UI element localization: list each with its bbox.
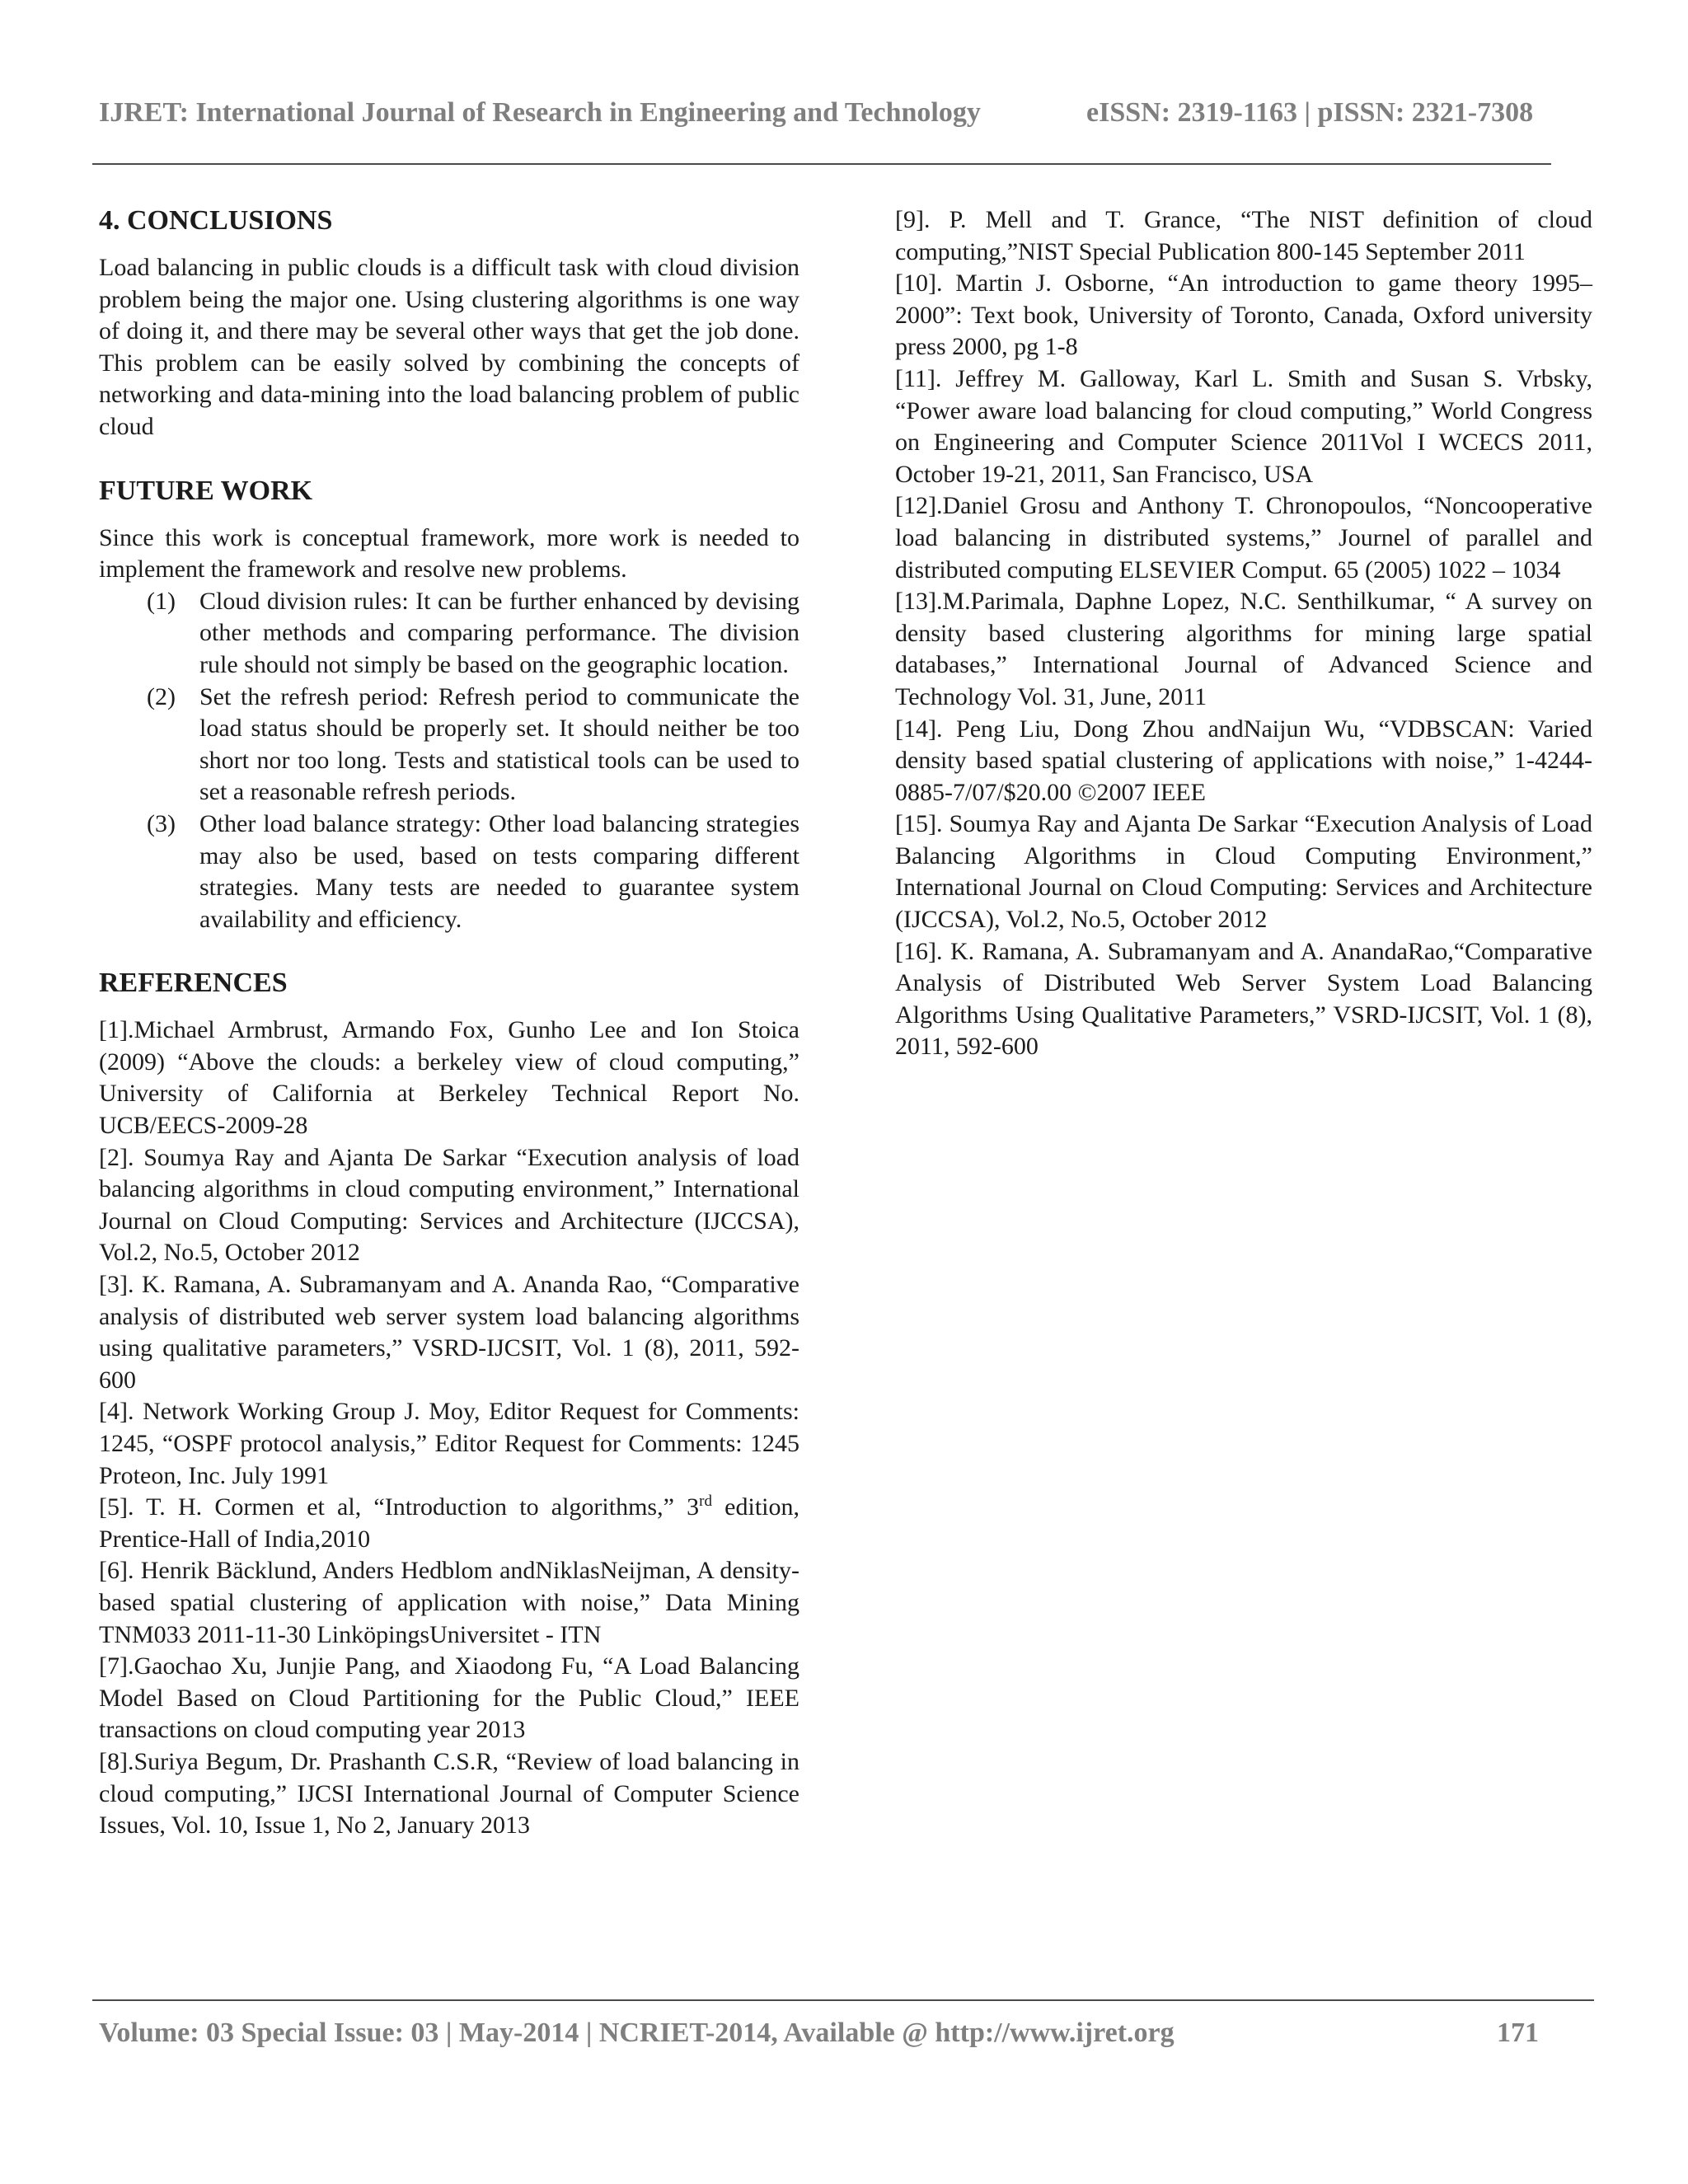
journal-title: IJRET: International Journal of Research in Engineering and Technology: [99, 97, 981, 128]
list-number: (3): [147, 809, 176, 837]
superscript: rd: [699, 1493, 712, 1511]
future-work-heading: FUTURE WORK: [99, 475, 313, 506]
conclusions-text: Load balancing in public clouds is a difficult task with cloud division problem being the major one. Using clustering algorithms is one way of doing it, and there may be several other ways that get the job done. This problem can be easily solved by combining the concepts of networking and data-mining into the load balancing problem of public cloud: [99, 254, 799, 440]
reference-text: [5]. T. H. Cormen et al, “Introduction to algorithms,” 3: [99, 1493, 700, 1521]
reference-text: edition, Prentice-Hall of India,2010: [99, 1493, 799, 1553]
reference-item: [7].Gaochao Xu, Junjie Pang, and Xiaodong Fu, “A Load Balancing Model Based on Cloud Partitioning for the Public Cloud,” IEEE transactions on cloud computing year 2013: [99, 1652, 799, 1744]
reference-item: [6]. Henrik Bäcklund, Anders Hedblom andNiklasNeijman, A density-based spatial clustering of application with noise,” Data Mining TNM033 2011-11-30 LinköpingsUniversitet - ITN: [99, 1557, 799, 1648]
conclusions-heading: 4. CONCLUSIONS: [99, 205, 333, 236]
future-work-intro: Since this work is conceptual framework, more work is needed to implement the framework and resolve new problems.: [99, 523, 799, 583]
footer-divider: [92, 1999, 1594, 2001]
references-heading: REFERENCES: [99, 968, 288, 999]
reference-item: [9]. P. Mell and T. Grance, “The NIST definition of cloud computing,”NIST Special Publication 800-145 September 2011: [895, 206, 1592, 265]
reference-item: [3]. K. Ramana, A. Subramanyam and A. Ananda Rao, “Comparative analysis of distributed web server system load balancing algorithms using qualitative parameters,” VSRD-IJCSIT, Vol. 1 (8), 2011, 592-600: [99, 1271, 799, 1394]
reference-item: [15]. Soumya Ray and Ajanta De Sarkar “Execution Analysis of Load Balancing Algorithms in Cloud Computing Environment,” International Journal on Cloud Computing: Services and Architecture (IJCCSA), Vol.2, No.5, October 2012: [895, 810, 1592, 934]
future-work-section: [99, 475, 799, 936]
reference-item: [16]. K. Ramana, A. Subramanyam and A. AnandaRao,“Comparative Analysis of Distributed Web Server System Load Balancing Algorithms Using Qualitative Parameters,” VSRD-IJCSIT, Vol. 1 (8), 2011, 592-600: [895, 937, 1592, 1061]
reference-item: [10]. Martin J. Osborne, “An introduction to game theory 1995–2000”: Text book, University of Toronto, Canada, Oxford university press 2000, pg 1-8: [895, 269, 1592, 361]
list-item: [147, 586, 799, 682]
header-divider: [92, 163, 1551, 165]
references-section: [99, 967, 799, 1841]
right-column: [895, 204, 1592, 1063]
list-number: (1): [147, 587, 176, 615]
list-number: (2): [147, 682, 176, 710]
list-text: Other load balance strategy: Other load balancing strategies may also be used, based on tests comparing different strategies. Many tests are needed to guarantee system availability and efficiency.: [199, 809, 799, 933]
reference-item: [14]. Peng Liu, Dong Zhou andNaijun Wu, “VDBSCAN: Varied density based spatial clustering of applications with noise,” 1-4244-0885-7/07/$20.00 ©2007 IEEE: [895, 715, 1592, 806]
issn: eISSN: 2319-1163 | pISSN: 2321-7308: [1086, 97, 1534, 128]
reference-item: [11]. Jeffrey M. Galloway, Karl L. Smith and Susan S. Vrbsky, “Power aware load balancing for cloud computing,” World Congress on Engineering and Computer Science 2011Vol I WCECS 2011, October 19-21, 2011, San Francisco, USA: [895, 364, 1592, 488]
reference-item: [12].Daniel Grosu and Anthony T. Chronopoulos, “Noncooperative load balancing in distributed systems,” Journel of parallel and distributed computing ELSEVIER Comput. 65 (2005) 1022 – 1034: [895, 492, 1592, 583]
reference-item: [4]. Network Working Group J. Moy, Editor Request for Comments: 1245, “OSPF protocol analysis,” Editor Request for Comments: 1245 Proteon, Inc. July 1991: [99, 1398, 799, 1489]
footer-text: Volume: 03 Special Issue: 03 | May-2014 | NCRIET-2014, Available @ http://www.ijret.org: [99, 2018, 1175, 2048]
reference-item: [13].M.Parimala, Daphne Lopez, N.C. Senthilkumar, “ A survey on density based clustering algorithms for mining large spatial databases,” International Journal of Advanced Science and Technology Vol. 31, June, 2011: [895, 588, 1592, 710]
left-column: [99, 204, 799, 1842]
reference-item: [2]. Soumya Ray and Ajanta De Sarkar “Execution analysis of load balancing algorithms in cloud computing environment,” International Journal on Cloud Computing: Services and Architecture (IJCCSA), Vol.2, No.5, October 2012: [99, 1143, 799, 1267]
reference-item: [8].Suriya Begum, Dr. Prashanth C.S.R, “Review of load balancing in cloud computing,” IJCSI International Journal of Computer Science Issues, Vol. 10, Issue 1, No 2, January 2013: [99, 1747, 799, 1840]
list-item: [147, 682, 799, 808]
future-work-list: [99, 586, 799, 936]
page-footer: [99, 2018, 1550, 2049]
page-header: [99, 97, 1550, 129]
reference-item: [99, 1492, 799, 1555]
reference-item: [1].Michael Armbrust, Armando Fox, Gunho Lee and Ion Stoica (2009) “Above the clouds: a berkeley view of cloud computing,” University of California at Berkeley Technical Report No. UCB/EECS-2009-28: [99, 1016, 799, 1140]
conclusions-section: [99, 204, 799, 443]
list-item: [147, 808, 799, 935]
page-number: 171: [1497, 2018, 1539, 2048]
list-text: Cloud division rules: It can be further enhanced by devising other methods and comparing performance. The division rule should not simply be based on the geographic location.: [199, 587, 799, 678]
list-text: Set the refresh period: Refresh period to communicate the load status should be properly set. It should neither be too short nor too long. Tests and statistical tools can be used to set a reasonable refresh periods.: [199, 682, 799, 806]
